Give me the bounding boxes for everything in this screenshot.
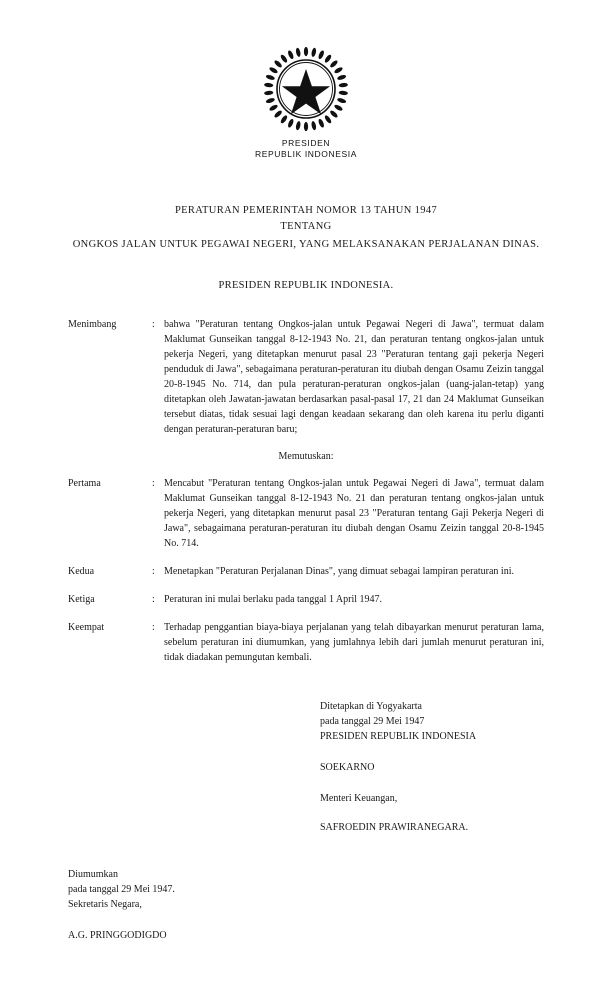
issuing-authority: PRESIDEN REPUBLIK INDONESIA. <box>218 279 394 291</box>
footer-block <box>68 867 544 943</box>
regulation-subject: ONGKOS JALAN UNTUK PEGAWAI NEGERI, YANG MELAKSANAKAN PERJALANAN DINAS. <box>72 239 540 251</box>
emblem-container <box>68 0 544 132</box>
minister-name: SAFROEDIN PRAWIRANEGARA. <box>320 821 469 833</box>
clause-keempat <box>68 620 544 665</box>
signature-block <box>68 699 544 835</box>
clause-text: bahwa "Peraturan tentang Ongkos-jalan untuk Pegawai Negeri di Jawa", termuat dalam Maklumat Gunseikan tanggal 8-12-1943 No. 21, dan peraturan tentang ongkos-jalan untuk pekerja Negeri, yang ditetapkan menurut pasal 23 "Peraturan tentang gaji pekerja Negeri penduduk di Jawa", sebagaimana peraturan-peraturan itu diubah dengan Osamu Zeizin tanggal 20-8-1945 No. 714, dan pula peraturan-peraturan ongkos-jalan (uang-jalan-tetap) yang ditetapkan oleh Jawatan-jawatan berdasarkan pasal-pasal 17, 21 dan 24 Maklumat Gunseikan tersebut diatas, tidak sesuai lagi dengan keadaan sekarang dan oleh karena itu perlu diganti dengan peraturan-peraturan baru; <box>164 318 544 435</box>
clause-label: Kedua <box>68 565 95 577</box>
footer-secretary-name: A.G. PRINGGODIGDO <box>68 929 167 941</box>
clause-label: Ketiga <box>68 593 95 605</box>
regulation-number: PERATURAN PEMERINTAH NOMOR 13 TAHUN 1947 <box>174 204 438 216</box>
clause-text: Menetapkan "Peraturan Perjalanan Dinas", yang dimuat sebagai lampiran peraturan ini. <box>164 565 514 577</box>
clause-label: Menimbang <box>68 318 117 330</box>
signature-place: Ditetapkan di Yogyakarta <box>320 700 422 712</box>
clause-text: Terhadap penggantian biaya-biaya perjalanan yang telah dibayarkan menurut peraturan lama, sebelum peraturan ini diumumkan, yang jumlahnya lebih dari jumlah menurut peraturan ini, tidak diadakan pemungutan kembali. <box>164 621 544 663</box>
signature-date: pada tanggal 29 Mei 1947 <box>320 715 425 727</box>
clause-colon: : <box>152 318 155 330</box>
emblem-caption-line2: REPUBLIK INDONESIA <box>255 149 357 160</box>
footer-secretary-title: Sekretaris Negara, <box>68 898 142 910</box>
clause-label: Pertama <box>68 477 101 489</box>
clause-colon: : <box>152 621 155 633</box>
footer-date: pada tanggal 29 Mei 1947. <box>68 883 175 895</box>
clause-label: Keempat <box>68 621 105 633</box>
clause-ketiga <box>68 592 544 607</box>
president-name: SOEKARNO <box>320 761 375 773</box>
clause-kedua <box>68 564 544 579</box>
signature-office: PRESIDEN REPUBLIK INDONESIA <box>320 730 477 742</box>
clause-menimbang <box>68 317 544 437</box>
memutuskan-heading: Memutuskan: <box>278 450 334 462</box>
clause-pertama <box>68 476 544 551</box>
emblem-caption-line1: PRESIDEN <box>281 138 331 148</box>
clause-list <box>68 317 544 665</box>
footer-announced: Diumumkan <box>68 868 118 880</box>
clause-text: Peraturan ini mulai berlaku pada tanggal 1 April 1947. <box>164 593 382 605</box>
clause-colon: : <box>152 565 155 577</box>
minister-title: Menteri Keuangan, <box>320 792 398 804</box>
title-tentang: TENTANG <box>280 221 332 233</box>
document-title-block <box>68 203 544 254</box>
clause-colon: : <box>152 477 155 489</box>
clause-colon: : <box>152 593 155 605</box>
garuda-star-wreath-emblem <box>263 46 349 132</box>
emblem-caption <box>68 138 544 161</box>
clause-text: Mencabut "Peraturan tentang Ongkos-jalan untuk Pegawai Negeri di Jawa", termuat dalam Maklumat Gunseikan tanggal 8-12-1943 No. 21 dan peraturan tentang ongkos-jalan untuk pekerja Negeri, yang ditetapkan menurut pasal 23 "Peraturan tentang Gaji Pekerja Negeri di Jawa", sebagaimana peraturan-peraturan itu diubah dengan Osamu Zeizin tanggal 20-8-1945 No. 714. <box>164 477 544 549</box>
